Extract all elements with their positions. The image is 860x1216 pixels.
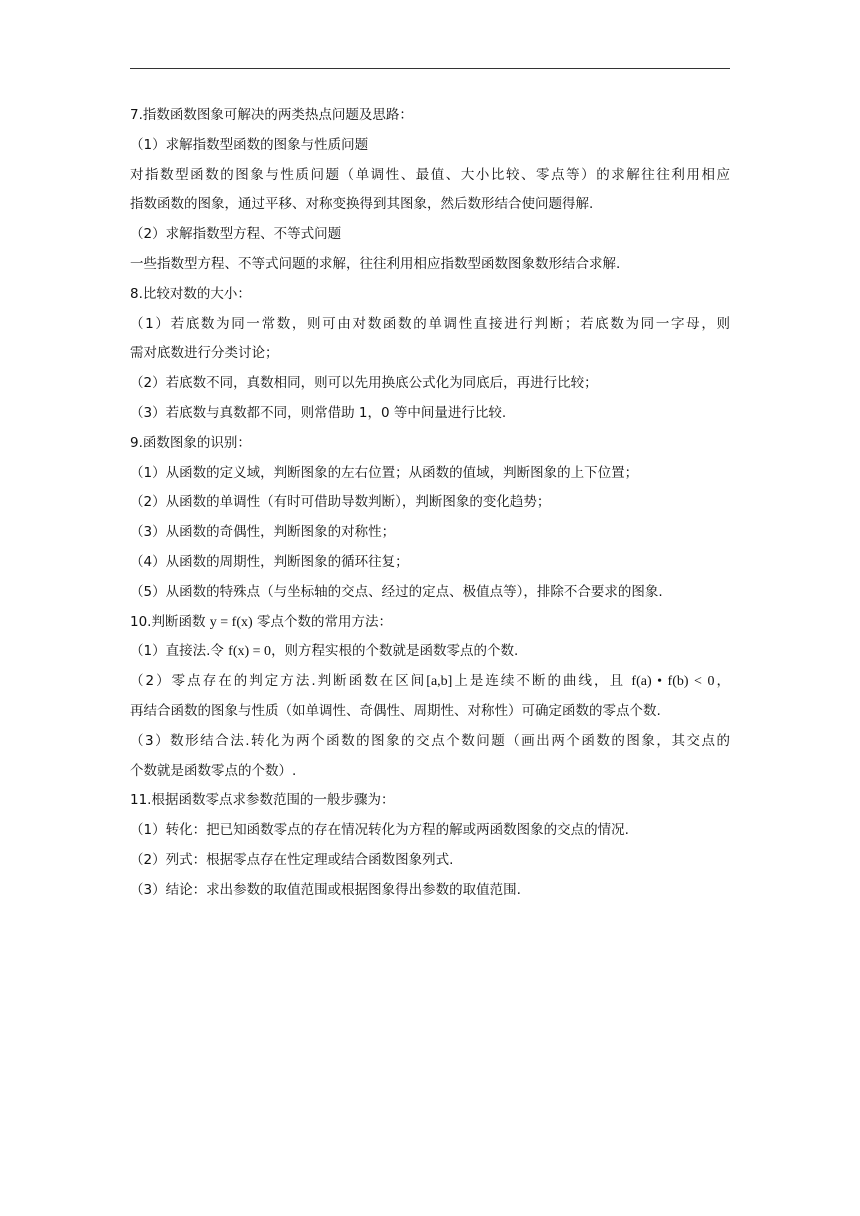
section-heading: [130, 101, 730, 131]
text-line: [130, 250, 730, 280]
section-heading: [130, 280, 730, 310]
text-line: [130, 369, 730, 399]
text-run: 一些指数型方程、不等式问题的求解，往往利用相应指数型函数图象数形结合求解.: [130, 255, 621, 272]
text-run: 上是连续不断的曲线，且: [452, 673, 632, 690]
text-line: [130, 548, 730, 578]
text-line: [130, 667, 730, 697]
text-line: [130, 131, 730, 161]
text-line: [130, 637, 730, 667]
text-line: [130, 846, 730, 876]
text-run: 个数就是函数零点的个数）.: [130, 762, 297, 779]
text-run: （5）从函数的特殊点（与坐标轴的交点、经过的定点、极值点等），排除不合要求的图象.: [130, 583, 663, 600]
section-heading: [130, 786, 730, 816]
text-run: 8.比较对数的大小：: [130, 285, 251, 302]
text-line: [130, 697, 730, 727]
text-run: 9.函数图象的识别：: [130, 434, 251, 451]
text-line: [130, 488, 730, 518]
text-line: [130, 161, 730, 191]
text-run: （2）若底数不同，真数相同，则可以先用换底公式化为同底后，再进行比较；: [130, 375, 598, 392]
text-run: （4）从函数的周期性，判断图象的循环往复；: [130, 553, 409, 570]
text-run: 再结合函数的图象与性质（如单调性、奇偶性、周期性、对称性）可确定函数的零点个数.: [130, 702, 661, 719]
text-run: 7.指数函数图象可解决的两类热点问题及思路：: [130, 107, 413, 123]
text-run: 零点个数的常用方法：: [252, 613, 392, 630]
document-body: [130, 101, 730, 906]
text-run: （1）转化：把已知函数零点的存在情况转化为方程的解或两函数图象的交点的情况.: [130, 822, 629, 839]
text-run: ，: [714, 673, 731, 690]
text-run: （2）从函数的单调性（有时可借助导数判断），判断图象的变化趋势；: [130, 494, 551, 511]
text-line: [130, 399, 730, 429]
math-expression: f(x) = 0: [228, 644, 272, 660]
text-run: 10.判断函数: [130, 613, 210, 630]
text-line: [130, 339, 730, 369]
math-expression: f(a) • f(b) < 0: [631, 674, 715, 690]
math-expression: y = f(x): [209, 614, 253, 630]
text-line: [130, 578, 730, 608]
text-run: （3）从函数的奇偶性，判断图象的对称性；: [130, 524, 396, 541]
text-run: （1）若底数为同一常数，则可由对数函数的单调性直接进行判断；若底数为同一字母，则: [130, 315, 730, 332]
text-line: [130, 220, 730, 250]
text-run: 对指数型函数的图象与性质问题（单调性、最值、大小比较、零点等）的求解往往利用相应: [130, 166, 730, 183]
text-run: （3）数形结合法.转化为两个函数的图象的交点个数问题（画出两个函数的图象，其交点的: [130, 732, 730, 749]
text-line: [130, 757, 730, 787]
text-run: （1）求解指数型函数的图象与性质问题: [130, 136, 369, 153]
text-line: [130, 310, 730, 340]
text-run: 需对底数进行分类讨论；: [130, 345, 279, 362]
text-line: [130, 190, 730, 220]
text-run: 11.根据函数零点求参数范围的一般步骤为：: [130, 792, 395, 809]
text-line: [130, 876, 730, 906]
text-run: （1）从函数的定义域，判断图象的左右位置；从函数的值域，判断图象的上下位置；: [130, 464, 639, 481]
text-run: 指数函数的图象，通过平移、对称变换得到其图象，然后数形结合使问题得解.: [130, 196, 594, 213]
text-line: [130, 816, 730, 846]
text-line: [130, 727, 730, 757]
text-run: （2）求解指数型方程、不等式问题: [130, 226, 342, 243]
text-run: （3）结论：求出参数的取值范围或根据图象得出参数的取值范围.: [130, 881, 521, 898]
section-heading: [130, 429, 730, 459]
text-run: （2）零点存在的判定方法.判断函数在区间: [130, 673, 427, 690]
text-run: ，则方程实根的个数就是函数零点的个数.: [271, 643, 519, 660]
text-run: （3）若底数与真数都不同，则常借助 1，0 等中间量进行比较.: [130, 404, 507, 421]
header-rule: [130, 68, 730, 69]
section-heading: [130, 608, 730, 638]
text-line: [130, 459, 730, 489]
text-line: [130, 518, 730, 548]
text-run: （2）列式：根据零点存在性定理或结合函数图象列式.: [130, 851, 454, 868]
text-run: （1）直接法.令: [130, 643, 229, 660]
math-expression: [a,b]: [426, 674, 453, 690]
